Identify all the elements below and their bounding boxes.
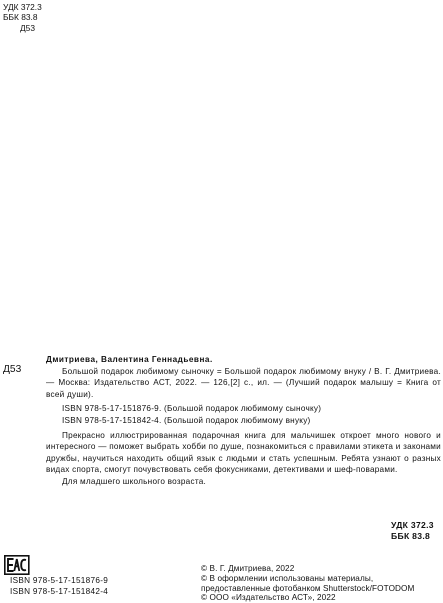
udk-code-bottom: УДК 372.3: [391, 520, 434, 530]
bbk-code: ББК 83.8: [3, 12, 38, 23]
entry-description: Большой подарок любимому сыночку = Большой подарок любимому внуку / В. Г. Дмитриева. — Москва: Издательство АСТ, 2022. — 126,[2] с., ил. — (Лучший подарок малышу = Книга от всей души).: [46, 366, 441, 399]
classification-codes-top: [3, 2, 42, 22]
catalog-entry: [46, 354, 441, 488]
classification-codes-bottom: [391, 520, 434, 542]
copyright-line: © ООО «Издательство АСТ», 2022: [201, 593, 336, 603]
bbk-code-bottom: ББК 83.8: [391, 531, 431, 541]
udk-code: УДК 372.3: [3, 2, 42, 12]
copyright-line: © В оформлении использованы материалы,: [201, 573, 374, 583]
entry-author-mark: Д53: [3, 364, 22, 375]
imprint-isbn-2: ISBN 978-5-17-151842-4: [10, 587, 109, 597]
author-mark: Д53: [20, 23, 35, 33]
entry-isbn-1: ISBN 978-5-17-151876-9. (Большой подарок любимому сыночку): [62, 404, 322, 414]
copyright-line: © В. Г. Дмитриева, 2022: [201, 564, 295, 573]
imprint-isbn-1: ISBN 978-5-17-151876-9: [10, 576, 109, 585]
entry-audience: Для младшего школьного возраста.: [62, 476, 207, 486]
copyright-block: [201, 564, 441, 603]
entry-isbn-2: ISBN 978-5-17-151842-4. (Большой подарок любимому внуку): [62, 415, 311, 425]
entry-heading: [46, 354, 441, 366]
imprint-isbn-block: [10, 575, 108, 597]
copyright-line: предоставленные фотобанком Shutterstock/FOTODOM: [201, 583, 415, 593]
entry-annotation: Прекрасно иллюстрированная подарочная книга для мальчишек откроет много нового и интересного — поможет выбрать хобби по душе, познакомиться с правилами этикета и законами дружбы, научиться находить общий язык с людьми и стать успешным. Ребята узнают о разных видах спорта, смогут почувствовать себя фокусниками, детективами и шеф-поварами.: [46, 430, 441, 475]
entry-author: Дмитриева, Валентина Геннадьевна.: [46, 355, 213, 364]
